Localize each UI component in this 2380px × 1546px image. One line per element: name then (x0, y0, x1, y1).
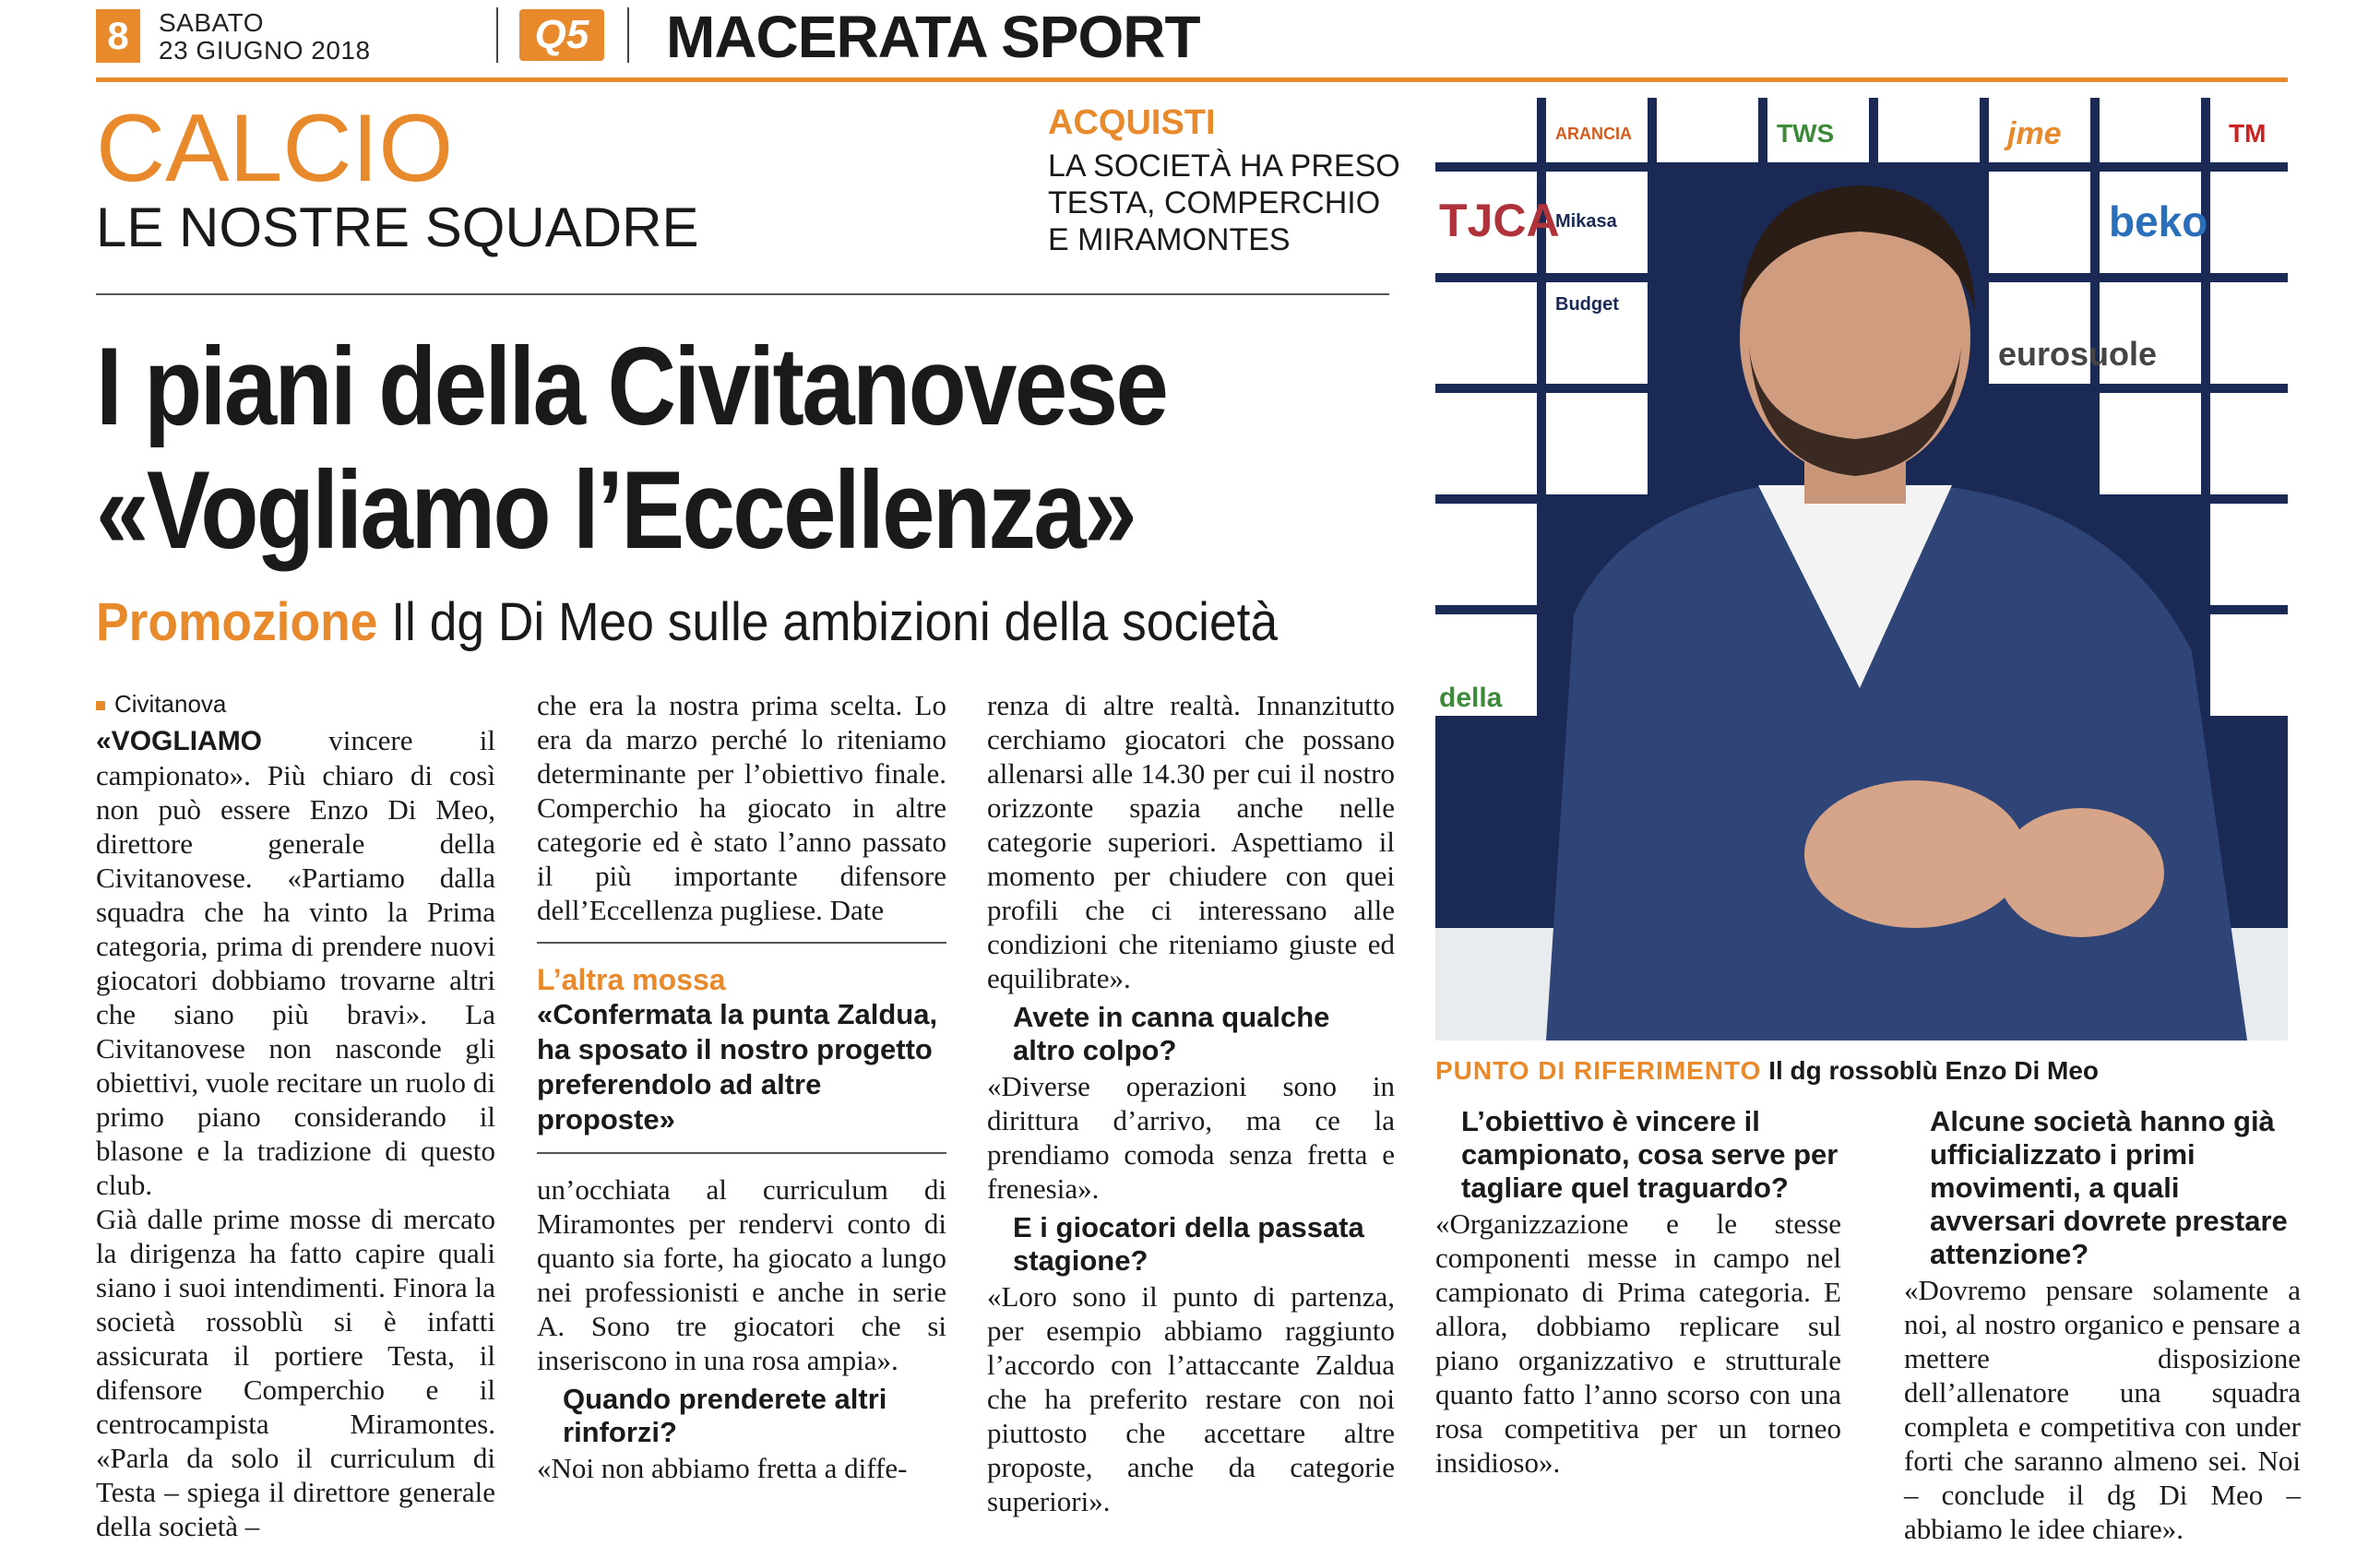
interview-question: Avete in canna qualche altro colpo? (1013, 1001, 1330, 1066)
sponsor-logo: TWS (1777, 119, 1835, 148)
caption-text: Il dg rossoblù Enzo Di Meo (1768, 1056, 2099, 1085)
interview-question: E i giocatori della passata stagione? (1013, 1211, 1364, 1277)
dateline-day: SABATO (159, 8, 265, 37)
interview-answer: «Noi non abbiamo fretta a diffe- (537, 1452, 908, 1484)
box-rule-bottom (537, 1152, 946, 1154)
sponsor-logo: jme (2007, 116, 2062, 151)
header-rule (96, 77, 2288, 82)
interview-answer: «Loro sono il punto di partenza, per esempio abbiamo raggiunto l’accordo con l’attaccante Zaldua che ha preferito restare con noi piuttosto che accettare altre proposte, anche da categorie superiori». (987, 1280, 1395, 1517)
interview-question: L’obiettivo è vincere il campionato, cosa serve per tagliare quel traguardo? (1461, 1105, 1839, 1204)
article-location (96, 688, 495, 719)
sponsor-logo: Mikasa (1555, 211, 1617, 232)
sponsor-logo: eurosuole (1998, 335, 2158, 373)
interview-answer: «Diverse operazioni sono in dirittura d’arrivo, ma ce la prendiamo comoda senza fretta e frenesia». (987, 1070, 1395, 1205)
headline-line-1: I piani della Civitanovese (96, 325, 1167, 448)
headline (96, 325, 1222, 572)
dateline (159, 9, 371, 65)
sponsor-logo: ARANCIA (1555, 125, 1632, 143)
acquisti-line: LA SOCIETÀ HA PRESO (1048, 149, 1400, 184)
paragraph: che era la nostra prima scelta. Lo era da marzo perché lo riteniamo determinante per l’obiettivo finale. Comperchio ha giocato in altre categorie ed è stato l’anno passato il più importante difensore dell’Eccellenza pugliese. Date (537, 689, 946, 926)
paragraph-text: vincere il campionato». Più chiaro di così non può essere Enzo Di Meo, direttore generale della Civitanovese. «Partiamo dalla squadra che ha vinto la Prima categoria, prima di prendere nuovi giocatori dobbiamo trovarne altri che siano più bravi». La Civitanovese non nasconde gli obiettivi, vuole recitare un ruolo di primo piano considerando il blasone e la tradizione di questo club. (96, 724, 495, 1201)
sponsor-logo: Budget (1555, 294, 1619, 315)
column-3 (987, 688, 1395, 1518)
photo-illustration (1435, 98, 2288, 1041)
section-title: MACERATA SPORT (666, 4, 1200, 70)
paragraph (96, 723, 495, 1202)
acquisti-line: E MIRAMONTES (1048, 222, 1291, 257)
page-number: 8 (96, 9, 140, 63)
sub-headline (96, 590, 1278, 655)
acquisti-label: ACQUISTI (1048, 103, 1216, 142)
acquisti-text (1048, 148, 1435, 258)
photo-caption (1435, 1052, 2099, 1089)
paragraph: un’occhiata al curriculum di Miramontes per rendervi conto di quanto sia forte, ha giocato a lungo nei professionisti e anche in serie A. Sono tre giocatori che si inseriscono in una rosa ampia». (537, 1173, 946, 1376)
kicker-rule (96, 293, 1389, 295)
column-4 (1435, 1105, 1841, 1480)
interview-question: Quando prenderete altri rinforzi? (563, 1383, 887, 1448)
location-text: Civitanova (114, 690, 227, 718)
dateline-date: 23 GIUGNO 2018 (159, 36, 371, 65)
location-marker (96, 701, 105, 710)
q5-logo: Q5 (519, 9, 604, 61)
acquisti-line: TESTA, COMPERCHIO (1048, 185, 1381, 220)
photo-enzo-di-meo (1435, 98, 2288, 1041)
sponsor-logo: della (1439, 683, 1503, 713)
sponsor-logo: TM (2229, 119, 2267, 148)
header-divider (627, 7, 629, 63)
paragraph: Già dalle prime mosse di mercato la dirigenza ha fatto capire quali siano i suoi intendimenti. Finora la società rossoblù si è infatti assicurata il portiere Testa, il difensore Comperchio e il centrocampista Miramontes. «Parla da solo il curriculum di Testa – spiega il direttore generale della società – (96, 1203, 495, 1542)
column-1 (96, 688, 495, 1543)
caption-kicker: PUNTO DI RIFERIMENTO (1435, 1056, 1762, 1085)
interview-answer: «Organizzazione e le stesse componenti messe in campo nel campionato di Prima categoria. E allora, dobbiamo replicare sul piano organizzativo e strutturale quanto fatto l’anno scorso con una rosa competitiva per un torneo insidioso». (1435, 1207, 1841, 1479)
lead-caps: «VOGLIAMO (96, 726, 263, 756)
box-quote: «Confermata la punta Zaldua, ha sposato il nostro progetto preferendolo ad altre proposte» (537, 998, 938, 1136)
sponsor-logo: TJCA (1439, 195, 1560, 246)
column-5 (1904, 1105, 2301, 1546)
sponsor-logo: beko (2109, 197, 2208, 245)
sub-kicker: Promozione (96, 592, 378, 652)
sport-subtitle: LE NOSTRE SQUADRE (96, 196, 699, 258)
sub-text: Il dg Di Meo sulle ambizioni della società (391, 592, 1279, 652)
paragraph: renza di altre realtà. Innanzitutto cerchiamo giocatori che possano allenarsi alle 14.30 per cui il nostro orizzonte spazia anche nelle categorie superiori. Aspettiamo il momento per chiudere con quei profili che ci interessano alle condizioni che riteniamo giuste ed equilibrate». (987, 689, 1395, 994)
column-2 (537, 688, 946, 1485)
box-rule-top (537, 942, 946, 944)
headline-line-2: «Vogliamo l’Eccellenza» (96, 448, 1136, 572)
header-divider (496, 7, 498, 63)
box-kicker: L’altra mossa (537, 963, 726, 996)
interview-question: Alcune società hanno già ufficializzato i primi movimenti, a quali avversari dovrete prestare attenzione? (1930, 1105, 2288, 1270)
sport-kicker: CALCIO (96, 95, 454, 202)
interview-answer: «Dovremo pensare solamente a noi, al nostro organico e pensare a mettere disposizione dell’allenatore una squadra completa e competitiva con under forti che saranno almeno sei. Noi – conclude il dg Di Meo – abbiamo le idee chiare». (1904, 1274, 2301, 1545)
